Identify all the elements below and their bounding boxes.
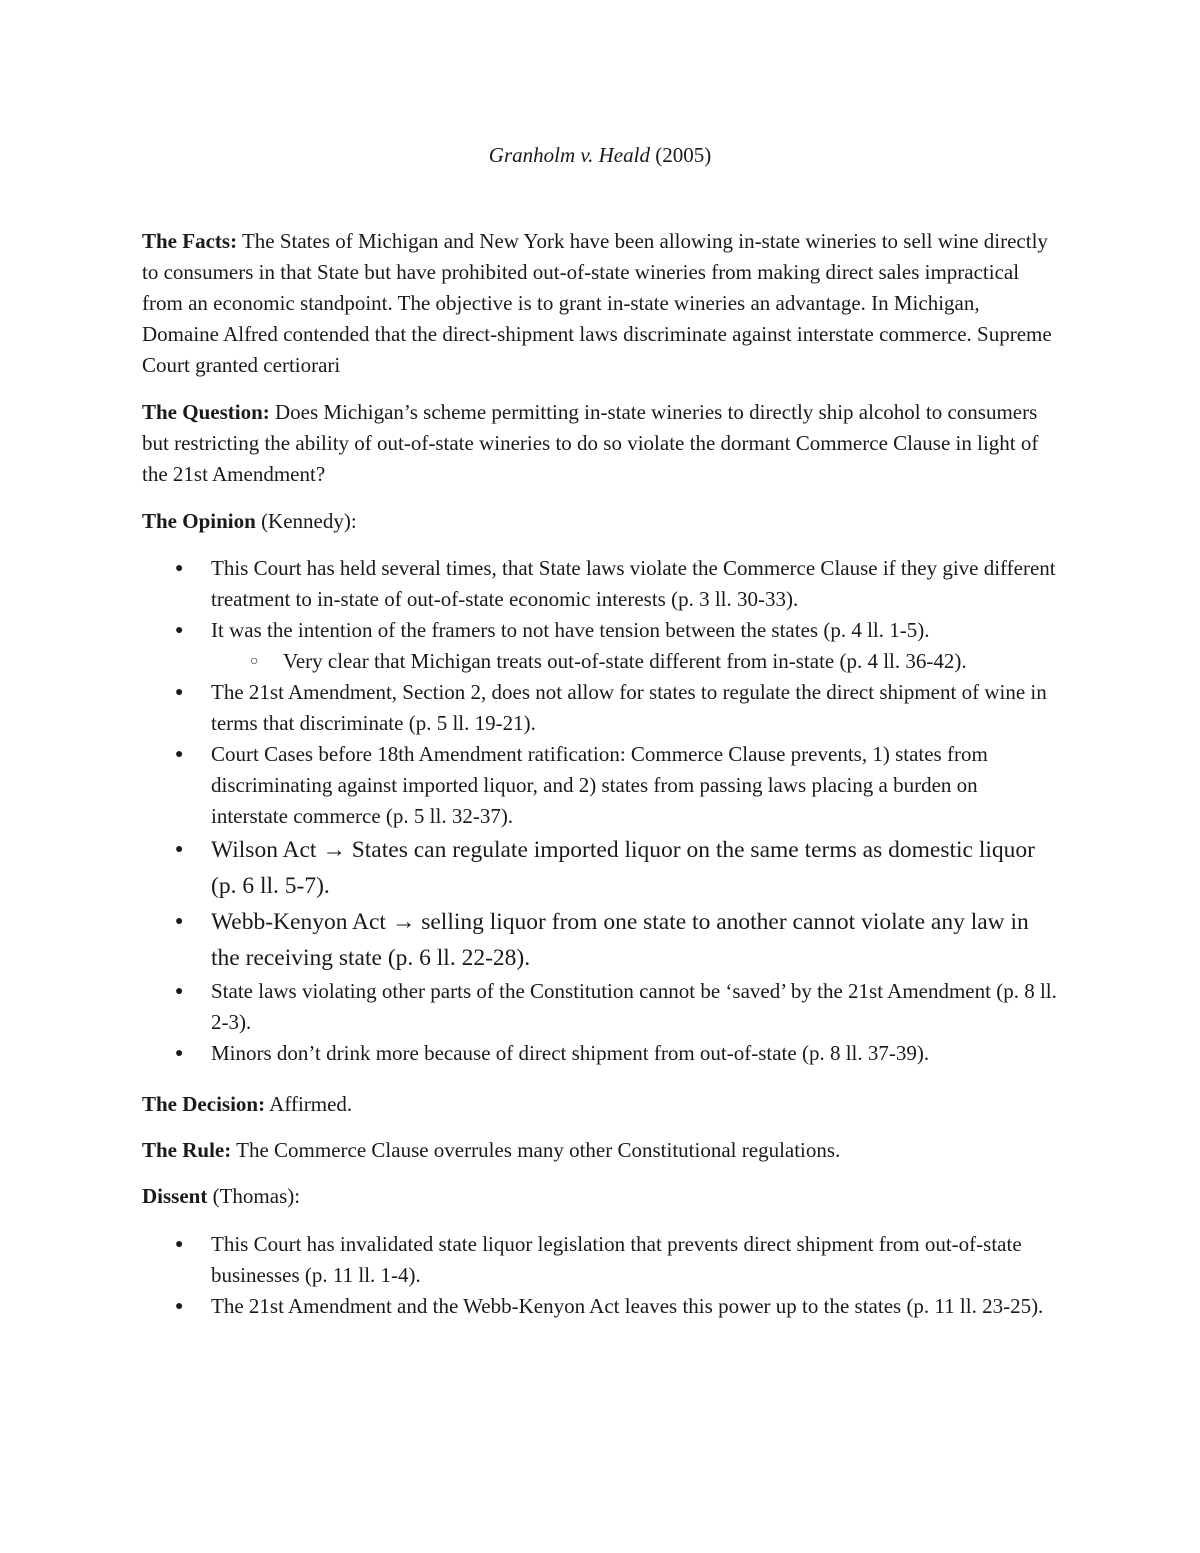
case-year: (2005) <box>655 143 712 167</box>
list-item-text: Webb-Kenyon Act → selling liquor from one state to another cannot violate any law in the receiving state (p. 6 ll. 22-28). <box>211 909 1029 971</box>
bullet-icon: ● <box>175 984 184 999</box>
dissent-heading: Dissent <box>142 1184 208 1208</box>
list-item-text: State laws violating other parts of the Constitution cannot be ‘saved’ by the 21st Amendment (p. 8 ll. 2-3). <box>211 979 1057 1034</box>
list-item <box>142 677 1058 739</box>
facts-heading: The Facts: <box>142 229 238 253</box>
list-item-text: This Court has held several times, that State laws violate the Commerce Clause if they give different treatment to in-state of out-of-state economic interests (p. 3 ll. 30-33). <box>211 556 1056 611</box>
rule-heading: The Rule: <box>142 1138 232 1162</box>
sub-list-item <box>142 646 1058 677</box>
dissent-heading-line <box>142 1181 1058 1212</box>
list-item <box>142 1229 1058 1291</box>
rule-text: The Commerce Clause overrules many other Constitutional regulations. <box>236 1138 841 1162</box>
list-item <box>142 832 1058 904</box>
list-item-text: The 21st Amendment, Section 2, does not allow for states to regulate the direct shipment of wine in terms that discriminate (p. 5 ll. 19-21). <box>211 680 1047 735</box>
list-item <box>142 739 1058 832</box>
bullet-icon: ● <box>175 1237 184 1252</box>
bullet-icon: ● <box>175 685 184 700</box>
bullet-icon: ● <box>175 842 184 857</box>
hollow-bullet-icon: ○ <box>250 654 259 669</box>
decision-text: Affirmed. <box>269 1092 353 1116</box>
bullet-icon: ● <box>175 623 184 638</box>
list-item <box>142 904 1058 976</box>
decision-paragraph <box>142 1089 1058 1120</box>
question-heading: The Question: <box>142 400 270 424</box>
facts-paragraph <box>142 226 1058 381</box>
bullet-icon: ● <box>175 747 184 762</box>
case-name: Granholm v. Heald <box>488 143 650 167</box>
list-item-text: Minors don’t drink more because of direct shipment from out-of-state (p. 8 ll. 37-39). <box>211 1041 930 1065</box>
list-item-text: It was the intention of the framers to not have tension between the states (p. 4 ll. 1-5). <box>211 618 930 642</box>
opinion-list <box>142 553 1058 1069</box>
decision-heading: The Decision: <box>142 1092 266 1116</box>
bullet-icon: ● <box>175 1299 184 1314</box>
question-paragraph <box>142 397 1058 490</box>
bullet-icon: ● <box>175 561 184 576</box>
list-item <box>142 1038 1058 1069</box>
list-item-text: This Court has invalidated state liquor legislation that prevents direct shipment from out-of-state businesses (p. 11 ll. 1-4). <box>211 1232 1022 1287</box>
list-item-text: Very clear that Michigan treats out-of-state different from in-state (p. 4 ll. 36-42). <box>283 649 967 673</box>
bullet-icon: ● <box>175 914 184 929</box>
list-item <box>142 553 1058 615</box>
document-title <box>142 140 1058 171</box>
opinion-author: (Kennedy): <box>261 509 357 533</box>
bullet-icon: ● <box>175 1046 184 1061</box>
opinion-heading: The Opinion <box>142 509 256 533</box>
list-item-text: Wilson Act → States can regulate imported liquor on the same terms as domestic liquor (p. 6 ll. 5-7). <box>211 837 1035 899</box>
list-item-text: Court Cases before 18th Amendment ratification: Commerce Clause prevents, 1) states from discriminating against imported liquor, and 2) states from passing laws placing a burden on interstate commerce (p. 5 ll. 32-37). <box>211 742 988 828</box>
list-item <box>142 976 1058 1038</box>
question-text: Does Michigan’s scheme permitting in-state wineries to directly ship alcohol to consumers but restricting the ability of out-of-state wineries to do so violate the dormant Commerce Clause in light of the 21st Amendment? <box>142 400 1039 486</box>
list-item <box>142 615 1058 646</box>
rule-paragraph <box>142 1135 1058 1166</box>
list-item <box>142 1291 1058 1322</box>
dissent-list <box>142 1229 1058 1322</box>
facts-text: The States of Michigan and New York have been allowing in-state wineries to sell wine directly to consumers in that State but have prohibited out-of-state wineries from making direct sales impractical from an economic standpoint. The objective is to grant in-state wineries an advantage. In Michigan, Domaine Alfred contended that the direct-shipment laws discriminate against interstate commerce. Supreme Court granted certiorari <box>142 229 1052 377</box>
opinion-heading-line <box>142 506 1058 537</box>
dissent-author: (Thomas): <box>212 1184 301 1208</box>
list-item-text: The 21st Amendment and the Webb-Kenyon Act leaves this power up to the states (p. 11 ll. 23-25). <box>211 1294 1044 1318</box>
